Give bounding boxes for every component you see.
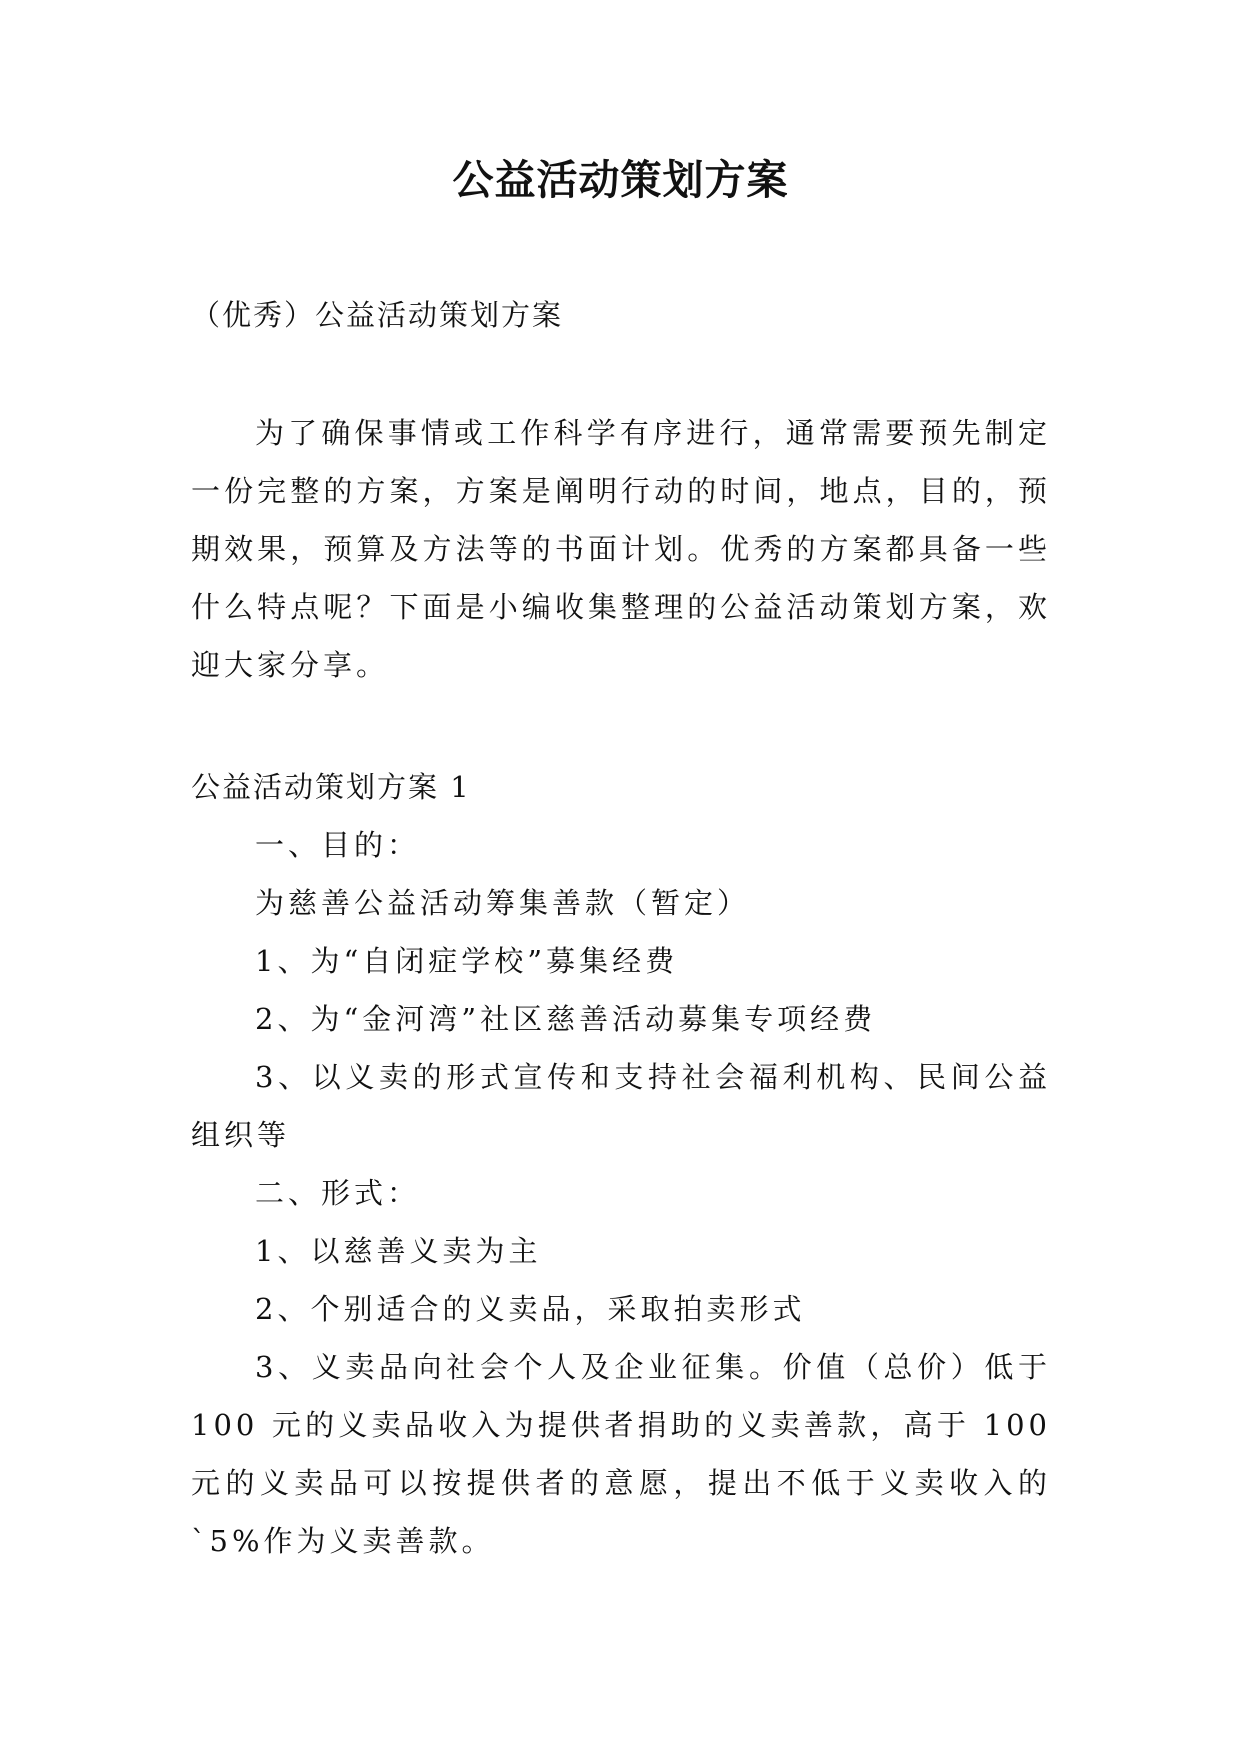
format-item-1: 1、以慈善义卖为主 — [255, 1234, 542, 1268]
document-title: 公益活动策划方案 — [452, 156, 789, 204]
format-item-2: 2、个别适合的义卖品，采取拍卖形式 — [255, 1292, 806, 1326]
purpose-item-2: 2、为“金河湾”社区慈善活动募集专项经费 — [255, 1002, 877, 1036]
purpose-item-3: 3、以义卖的形式宣传和支持社会福利机构、民间公益组织等 — [191, 1060, 1051, 1152]
intro-paragraph-block — [191, 404, 1051, 694]
intro-paragraph: 为了确保事情或工作科学有序进行，通常需要预先制定一份完整的方案，方案是阐明行动的时间，地点，目的，预期效果，预算及方法等的书面计划。优秀的方案都具备一些什么特点呢？下面是小编收集整理的公益活动策划方案，欢迎大家分享。 — [191, 416, 1051, 682]
purpose-item-1: 1、为“自闭症学校”募集经费 — [255, 944, 679, 978]
purpose-heading: 一、目的： — [255, 828, 421, 862]
format-heading: 二、形式： — [255, 1176, 421, 1210]
document-subtitle: （优秀）公益活动策划方案 — [191, 298, 564, 332]
section-heading: 公益活动策划方案 1 — [191, 770, 471, 804]
section-content — [191, 758, 1051, 1570]
format-item-3: 3、义卖品向社会个人及企业征集。价值（总价）低于 100 元的义卖品收入为提供者捐助的义卖善款，高于 100 元的义卖品可以按提供者的意愿，提出不低于义卖收入的`5%作为义卖善款。 — [191, 1350, 1051, 1558]
purpose-summary: 为慈善公益活动筹集善款（暂定） — [255, 886, 751, 920]
